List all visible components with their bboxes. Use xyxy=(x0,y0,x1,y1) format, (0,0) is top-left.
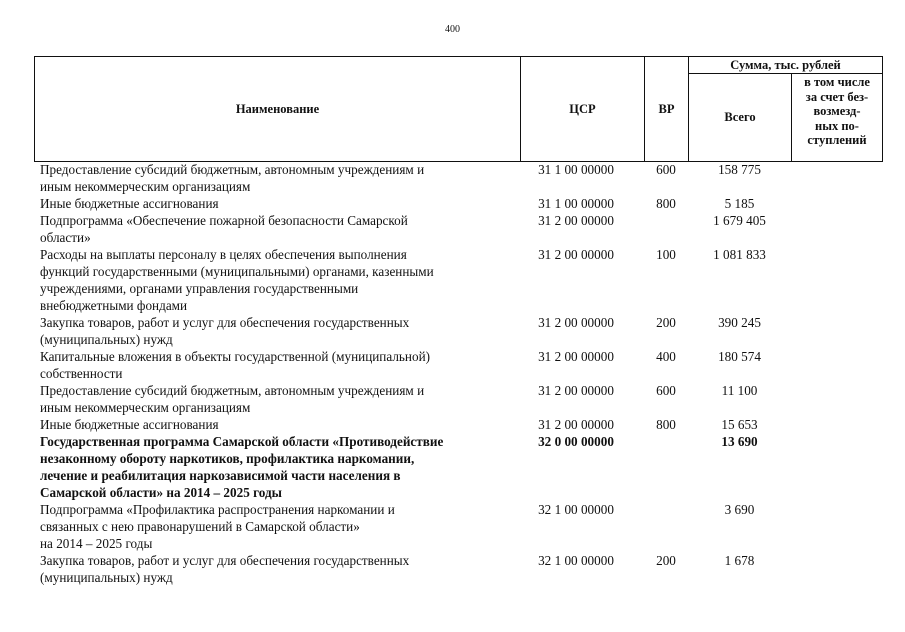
row-vr: 200 xyxy=(656,315,676,330)
row-name-line: Самарской области» на 2014 – 2025 годы xyxy=(40,485,282,500)
table-row xyxy=(34,348,882,382)
row-name xyxy=(34,433,508,501)
row-free-of-charge xyxy=(791,195,882,212)
row-csr: 32 0 00 00000 xyxy=(538,434,614,449)
row-name-line: Предоставление субсидий бюджетным, автономным учреждениям и xyxy=(40,162,425,177)
row-name xyxy=(34,416,508,433)
row-name-line: Подпрограмма «Обеспечение пожарной безопасности Самарской xyxy=(40,213,408,228)
row-name xyxy=(34,161,508,195)
row-total: 13 690 xyxy=(721,434,758,449)
row-free-of-charge xyxy=(791,161,882,195)
row-name-line: функций государственными (муниципальными) органами, казенными xyxy=(40,264,434,279)
row-name-line: Иные бюджетные ассигнования xyxy=(40,196,219,211)
row-name xyxy=(34,501,508,552)
row-csr: 31 2 00 00000 xyxy=(538,349,614,364)
row-free-of-charge xyxy=(791,416,882,433)
row-name-line: Предоставление субсидий бюджетным, автономным учреждениям и xyxy=(40,383,425,398)
row-csr: 32 1 00 00000 xyxy=(538,553,614,568)
row-total: 390 245 xyxy=(718,315,761,330)
row-name xyxy=(34,348,508,382)
row-csr: 31 2 00 00000 xyxy=(538,383,614,398)
row-free-of-charge xyxy=(791,382,882,416)
row-vr xyxy=(644,501,688,552)
row-free-of-charge xyxy=(791,552,882,586)
row-name-line: учреждениями, органами управления государственными xyxy=(40,281,359,296)
row-total: 1 678 xyxy=(724,553,755,568)
row-free-of-charge xyxy=(791,212,882,246)
header-free-line: за счет без- xyxy=(805,89,869,104)
row-name-line: (муниципальных) нужд xyxy=(40,332,173,347)
row-total: 5 185 xyxy=(724,196,755,211)
header-total: Всего xyxy=(689,74,792,162)
row-name-line: связанных с нею правонарушений в Самарской области» xyxy=(40,519,360,534)
row-name-line: Расходы на выплаты персоналу в целях обеспечения выполнения xyxy=(40,247,407,262)
row-csr: 31 2 00 00000 xyxy=(538,247,614,262)
row-name-line: лечение и реабилитация наркозависимой части населения в xyxy=(40,468,401,483)
row-name-line: иным некоммерческим организациям xyxy=(40,179,251,194)
row-vr: 400 xyxy=(656,349,676,364)
header-sum-group: Сумма, тыс. рублей xyxy=(689,57,883,74)
row-name-line: иным некоммерческим организациям xyxy=(40,400,251,415)
row-name-line: Закупка товаров, работ и услуг для обеспечения государственных xyxy=(40,553,410,568)
row-name-line: Подпрограмма «Профилактика распространения наркомании и xyxy=(40,502,395,517)
row-csr: 31 1 00 00000 xyxy=(538,162,614,177)
row-free-of-charge xyxy=(791,348,882,382)
header-free-line: ных по- xyxy=(815,118,859,133)
table-row xyxy=(34,195,882,212)
table-row xyxy=(34,212,882,246)
row-name-line: на 2014 – 2025 годы xyxy=(40,536,153,551)
table-header xyxy=(34,56,883,162)
table-row xyxy=(34,552,882,586)
row-name xyxy=(34,195,508,212)
table-row xyxy=(34,433,882,501)
row-name xyxy=(34,246,508,314)
row-name-line: внебюджетными фондами xyxy=(40,298,188,313)
page-number: 400 xyxy=(445,24,460,35)
header-vr: ВР xyxy=(645,57,689,162)
row-name-line: Капитальные вложения в объекты государственной (муниципальной) xyxy=(40,349,431,364)
row-total: 11 100 xyxy=(721,383,758,398)
table-row xyxy=(34,416,882,433)
row-total: 15 653 xyxy=(721,417,758,432)
table-row xyxy=(34,246,882,314)
row-total: 158 775 xyxy=(718,162,761,177)
row-name-line: Закупка товаров, работ и услуг для обеспечения государственных xyxy=(40,315,410,330)
row-vr xyxy=(644,212,688,246)
header-csr: ЦСР xyxy=(521,57,645,162)
header-free-line: возмезд- xyxy=(813,104,861,119)
row-free-of-charge xyxy=(791,501,882,552)
row-vr: 800 xyxy=(656,417,676,432)
header-free-line: в том числе xyxy=(804,75,870,90)
row-csr: 31 2 00 00000 xyxy=(538,315,614,330)
row-vr: 600 xyxy=(656,383,676,398)
table-row xyxy=(34,382,882,416)
row-name-line: области» xyxy=(40,230,91,245)
row-free-of-charge xyxy=(791,246,882,314)
row-vr: 200 xyxy=(656,553,676,568)
row-name-line: (муниципальных) нужд xyxy=(40,570,173,585)
row-csr: 31 1 00 00000 xyxy=(538,196,614,211)
row-total: 180 574 xyxy=(718,349,761,364)
row-free-of-charge xyxy=(791,433,882,501)
row-total: 1 679 405 xyxy=(713,213,766,228)
row-free-of-charge xyxy=(791,314,882,348)
row-csr: 31 2 00 00000 xyxy=(538,213,614,228)
row-name-line: незаконному обороту наркотиков, профилактика наркомании, xyxy=(40,451,415,466)
header-name: Наименование xyxy=(35,57,521,162)
table-row xyxy=(34,314,882,348)
row-vr: 100 xyxy=(656,247,676,262)
row-name-line: Государственная программа Самарской области «Противодействие xyxy=(40,434,444,449)
header-free-of-charge xyxy=(792,74,883,162)
row-name-line: собственности xyxy=(40,366,123,381)
table-row xyxy=(34,161,882,195)
header-free-line: ступлений xyxy=(807,133,867,148)
row-name xyxy=(34,314,508,348)
table-body xyxy=(34,161,882,586)
row-vr: 600 xyxy=(656,162,676,177)
row-csr: 31 2 00 00000 xyxy=(538,417,614,432)
row-name-line: Иные бюджетные ассигнования xyxy=(40,417,219,432)
row-vr xyxy=(644,433,688,501)
row-name xyxy=(34,552,508,586)
table-row xyxy=(34,501,882,552)
row-vr: 800 xyxy=(656,196,676,211)
row-total: 1 081 833 xyxy=(713,247,766,262)
row-csr: 32 1 00 00000 xyxy=(538,502,614,517)
row-total: 3 690 xyxy=(724,502,755,517)
row-name xyxy=(34,382,508,416)
row-name xyxy=(34,212,508,246)
